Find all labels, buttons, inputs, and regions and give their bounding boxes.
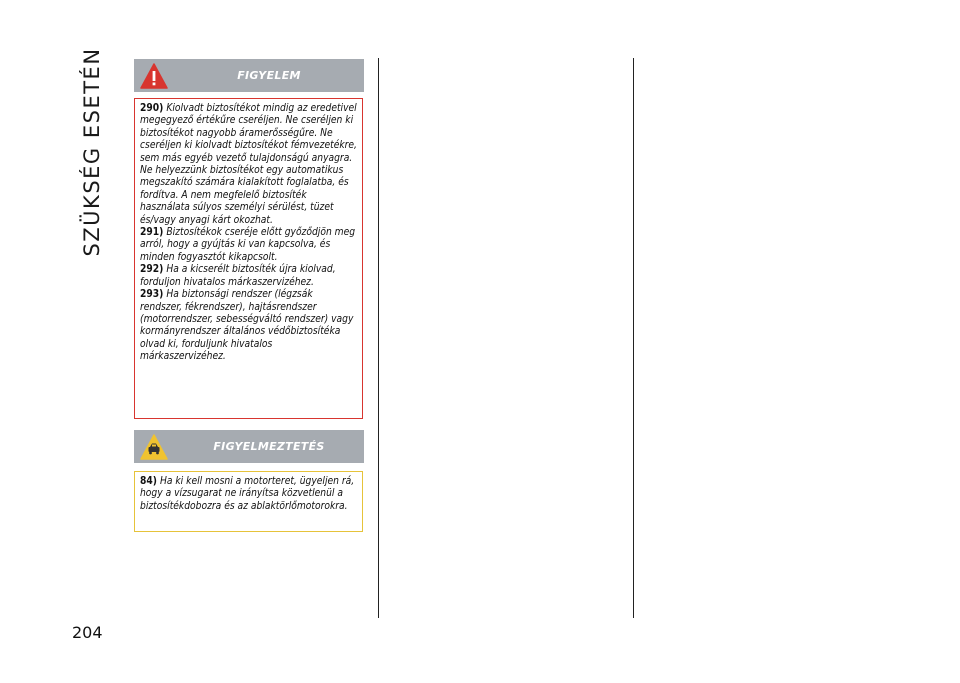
caution-box-header	[134, 430, 364, 463]
page-number: 204	[72, 623, 103, 642]
column-divider	[633, 58, 634, 618]
list-item: 293) Ha biztonsági rendszer (légzsák rendszer, fékrendszer), hajtásrendszer (motorrendszer, sebességváltó rendszer) vagy kormányrendszer általános védőbiztosítéka olvad ki, forduljunk hivatalos márkaszervizéhez.	[140, 289, 354, 363]
list-item: 292) Ha a kicserélt biztosíték újra kiolvad, forduljon hivatalos márkaszervizéhez.	[140, 264, 336, 288]
list-item: 84) Ha ki kell mosni a motorteret, ügyeljen rá, hogy a vízsugarat ne irányítsa közvetlenül a biztosítékdobozra és az ablaktörlőmotorokra.	[140, 476, 355, 512]
section-title: SZÜKSÉG ESETÉN	[80, 47, 104, 257]
caution-box-body	[134, 471, 363, 532]
warning-box-body	[134, 98, 363, 419]
column-divider	[378, 58, 379, 618]
warning-box-title: FIGYELEM	[237, 69, 301, 82]
car-caution-icon	[140, 434, 168, 464]
caution-box-title: FIGYELMEZTETÉS	[213, 440, 325, 453]
list-item: 290) Kiolvadt biztosítékot mindig az eredetivel megegyező értékűre cseréljen. Ne cseréljen ki biztosítékot nagyobb áramerősségűre. Ne cseréljen ki kiolvadt biztosítékot fémvezetékre, sem más egyéb vezető tulajdonságú anyagra. Ne helyezzünk biztosítékot egy automatikus megszakító számára kialakított foglalatba, és fordítva. A nem megfelelő biztosíték használata súlyos személyi sérülést, tüzet és/vagy anyagi kárt okozhat.	[140, 103, 357, 226]
list-item: 291) Biztosítékok cseréje előtt győződjön meg arról, hogy a gyújtás ki van kapcsolva, és minden fogyasztót kikapcsolt.	[140, 227, 356, 263]
warning-triangle-icon	[140, 63, 168, 93]
warning-box-header	[134, 59, 364, 92]
